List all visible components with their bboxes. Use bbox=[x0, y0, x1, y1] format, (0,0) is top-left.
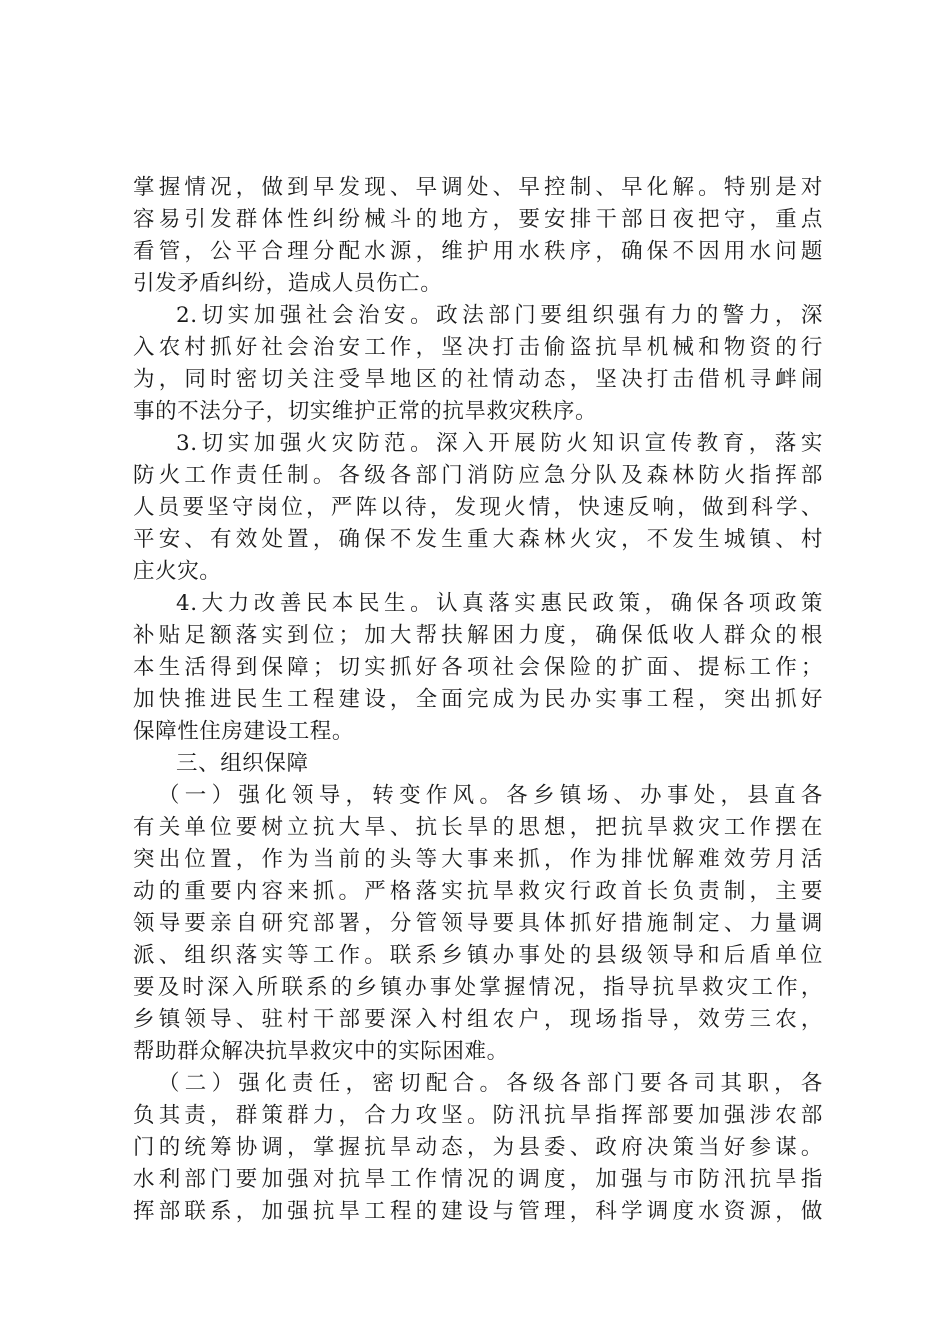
text-line: 为，同时密切关注受旱地区的社情动态，坚决打击借机寻衅闹 bbox=[133, 367, 823, 392]
text-line: 负其责，群策群力，合力攻坚。防汛抗旱指挥部要加强涉农部 bbox=[133, 1103, 823, 1128]
text-line: 人员要坚守岗位，严阵以待，发现火情，快速反响，做到科学、 bbox=[133, 495, 823, 520]
text-line: 挥部联系，加强抗旱工程的建设与管理，科学调度水资源，做 bbox=[133, 1199, 823, 1224]
document-body bbox=[133, 172, 823, 1228]
text-line: 入农村抓好社会治安工作，坚决打击偷盗抗旱机械和物资的行 bbox=[133, 335, 823, 360]
text-line: 突出位置，作为当前的头等大事来抓，作为排忧解难效劳月活 bbox=[133, 847, 823, 872]
text-line: 防火工作责任制。各级各部门消防应急分队及森林防火指挥部 bbox=[133, 463, 823, 488]
text-line: 帮助群众解决抗旱救灾中的实际困难。 bbox=[133, 1039, 509, 1064]
text-line: 要及时深入所联系的乡镇办事处掌握情况，指导抗旱救灾工作， bbox=[133, 975, 823, 1000]
text-line: 容易引发群体性纠纷械斗的地方，要安排干部日夜把守，重点 bbox=[133, 207, 823, 232]
text-line: 掌握情况，做到早发现、早调处、早控制、早化解。特别是对 bbox=[133, 175, 823, 200]
text-line: 看管，公平合理分配水源，维护用水秩序，确保不因用水问题 bbox=[133, 239, 823, 264]
text-line: 乡镇领导、驻村干部要深入村组农户，现场指导，效劳三农， bbox=[133, 1007, 823, 1032]
text-line: 4.大力改善民本民生。认真落实惠民政策，确保各项政策 bbox=[176, 591, 823, 616]
text-line: 事的不法分子，切实维护正常的抗旱救灾秩序。 bbox=[133, 399, 598, 424]
text-line: 2.切实加强社会治安。政法部门要组织强有力的警力，深 bbox=[176, 303, 823, 328]
text-line: 有关单位要树立抗大旱、抗长旱的思想，把抗旱救灾工作摆在 bbox=[133, 815, 823, 840]
text-line: 动的重要内容来抓。严格落实抗旱救灾行政首长负责制，主要 bbox=[133, 879, 823, 904]
text-line: 3.切实加强火灾防范。深入开展防火知识宣传教育，落实 bbox=[176, 431, 823, 456]
text-line: 本生活得到保障；切实抓好各项社会保险的扩面、提标工作； bbox=[133, 655, 823, 680]
text-line: 平安、有效处置，确保不发生重大森林火灾，不发生城镇、村 bbox=[133, 527, 823, 552]
text-line: 三、组织保障 bbox=[176, 751, 309, 776]
text-line: 补贴足额落实到位；加大帮扶解困力度，确保低收人群众的根 bbox=[133, 623, 823, 648]
text-line: 水利部门要加强对抗旱工作情况的调度，加强与市防汛抗旱指 bbox=[133, 1167, 823, 1192]
text-line: 庄火灾。 bbox=[133, 559, 222, 584]
text-line: （一）强化领导，转变作风。各乡镇场、办事处，县直各 bbox=[158, 783, 823, 808]
text-line: 领导要亲自研究部署，分管领导要具体抓好措施制定、力量调 bbox=[133, 911, 823, 936]
text-line: 加快推进民生工程建设，全面完成为民办实事工程，突出抓好 bbox=[133, 687, 823, 712]
text-line: 派、组织落实等工作。联系乡镇办事处的县级领导和后盾单位 bbox=[133, 943, 823, 968]
text-line: （二）强化责任，密切配合。各级各部门要各司其职，各 bbox=[158, 1071, 823, 1096]
text-line: 保障性住房建设工程。 bbox=[133, 719, 355, 744]
text-line: 门的统筹协调，掌握抗旱动态，为县委、政府决策当好参谋。 bbox=[133, 1135, 823, 1160]
text-line: 引发矛盾纠纷，造成人员伤亡。 bbox=[133, 271, 443, 296]
